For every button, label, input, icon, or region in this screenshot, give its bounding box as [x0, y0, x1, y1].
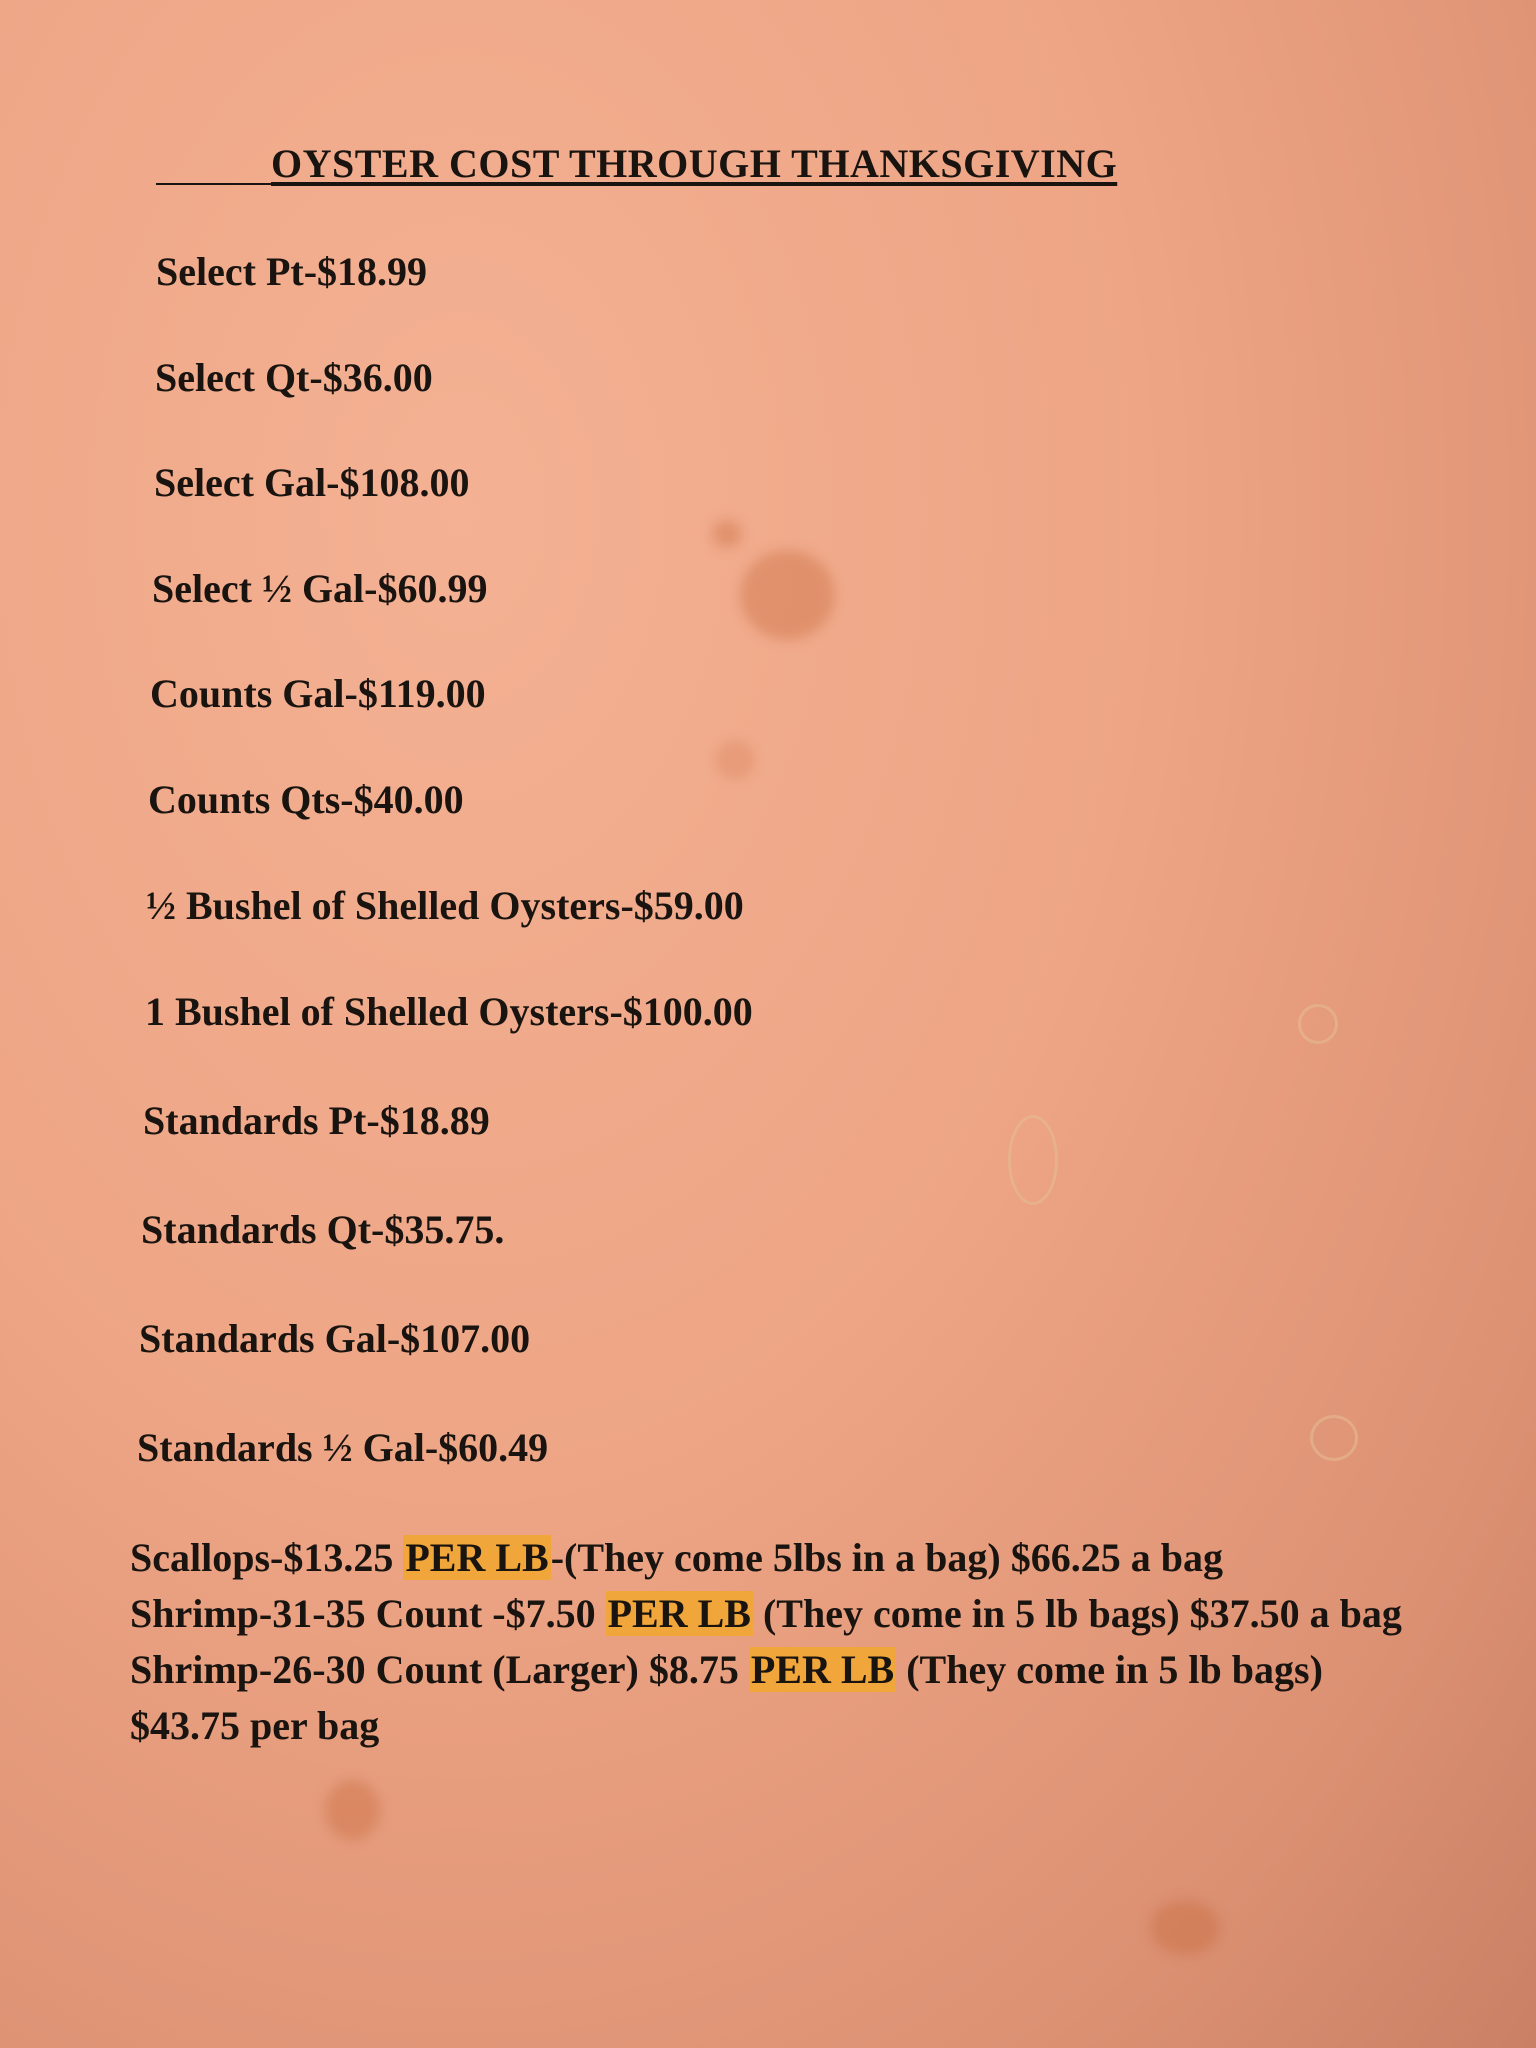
- shrimp-31-35-line: Shrimp-31-35 Count -$7.50 PER LB (They come in 5 lb bags) $37.50 a bag: [130, 1591, 1402, 1636]
- price-item: Select ½ Gal-$60.99: [152, 566, 488, 611]
- stain-decoration: [325, 1780, 380, 1840]
- stain-decoration: [740, 550, 835, 640]
- page-title: [156, 140, 1212, 187]
- price-item: ½ Bushel of Shelled Oysters-$59.00: [146, 883, 744, 928]
- stain-decoration: [1150, 1900, 1220, 1955]
- water-ring-decoration: [1008, 1115, 1058, 1205]
- price-item: 1 Bushel of Shelled Oysters-$100.00: [145, 989, 753, 1034]
- price-item: Counts Gal-$119.00: [150, 671, 486, 716]
- price-item: Standards ½ Gal-$60.49: [137, 1425, 549, 1470]
- shrimp-26-30-line: Shrimp-26-30 Count (Larger) $8.75 PER LB (They come in 5 lb bags) $43.75 per bag: [130, 1647, 1323, 1748]
- scallops-line: Scallops-$13.25 PER LB-(They come 5lbs in a bag) $66.25 a bag: [130, 1535, 1223, 1580]
- price-item: Counts Qts-$40.00: [148, 777, 464, 822]
- price-item: Select Qt-$36.00: [155, 355, 433, 400]
- water-ring-decoration: [1310, 1415, 1358, 1461]
- shellfish-prices: [130, 1530, 1420, 1754]
- price-item: Standards Qt-$35.75.: [141, 1207, 505, 1252]
- per-lb-highlight: PER LB: [405, 1535, 549, 1580]
- stain-decoration: [715, 740, 755, 780]
- stain-decoration: [712, 520, 742, 548]
- price-item: Select Gal-$108.00: [154, 460, 470, 505]
- per-lb-highlight: PER LB: [607, 1591, 751, 1636]
- per-lb-highlight: PER LB: [750, 1647, 895, 1692]
- water-ring-decoration: [1298, 1004, 1338, 1044]
- title-text: OYSTER COST THROUGH THANKSGIVING: [271, 141, 1118, 186]
- price-item: Standards Pt-$18.89: [143, 1098, 490, 1143]
- title-rule: [156, 183, 271, 185]
- price-item: Standards Gal-$107.00: [139, 1316, 531, 1361]
- price-item: Select Pt-$18.99: [156, 249, 428, 294]
